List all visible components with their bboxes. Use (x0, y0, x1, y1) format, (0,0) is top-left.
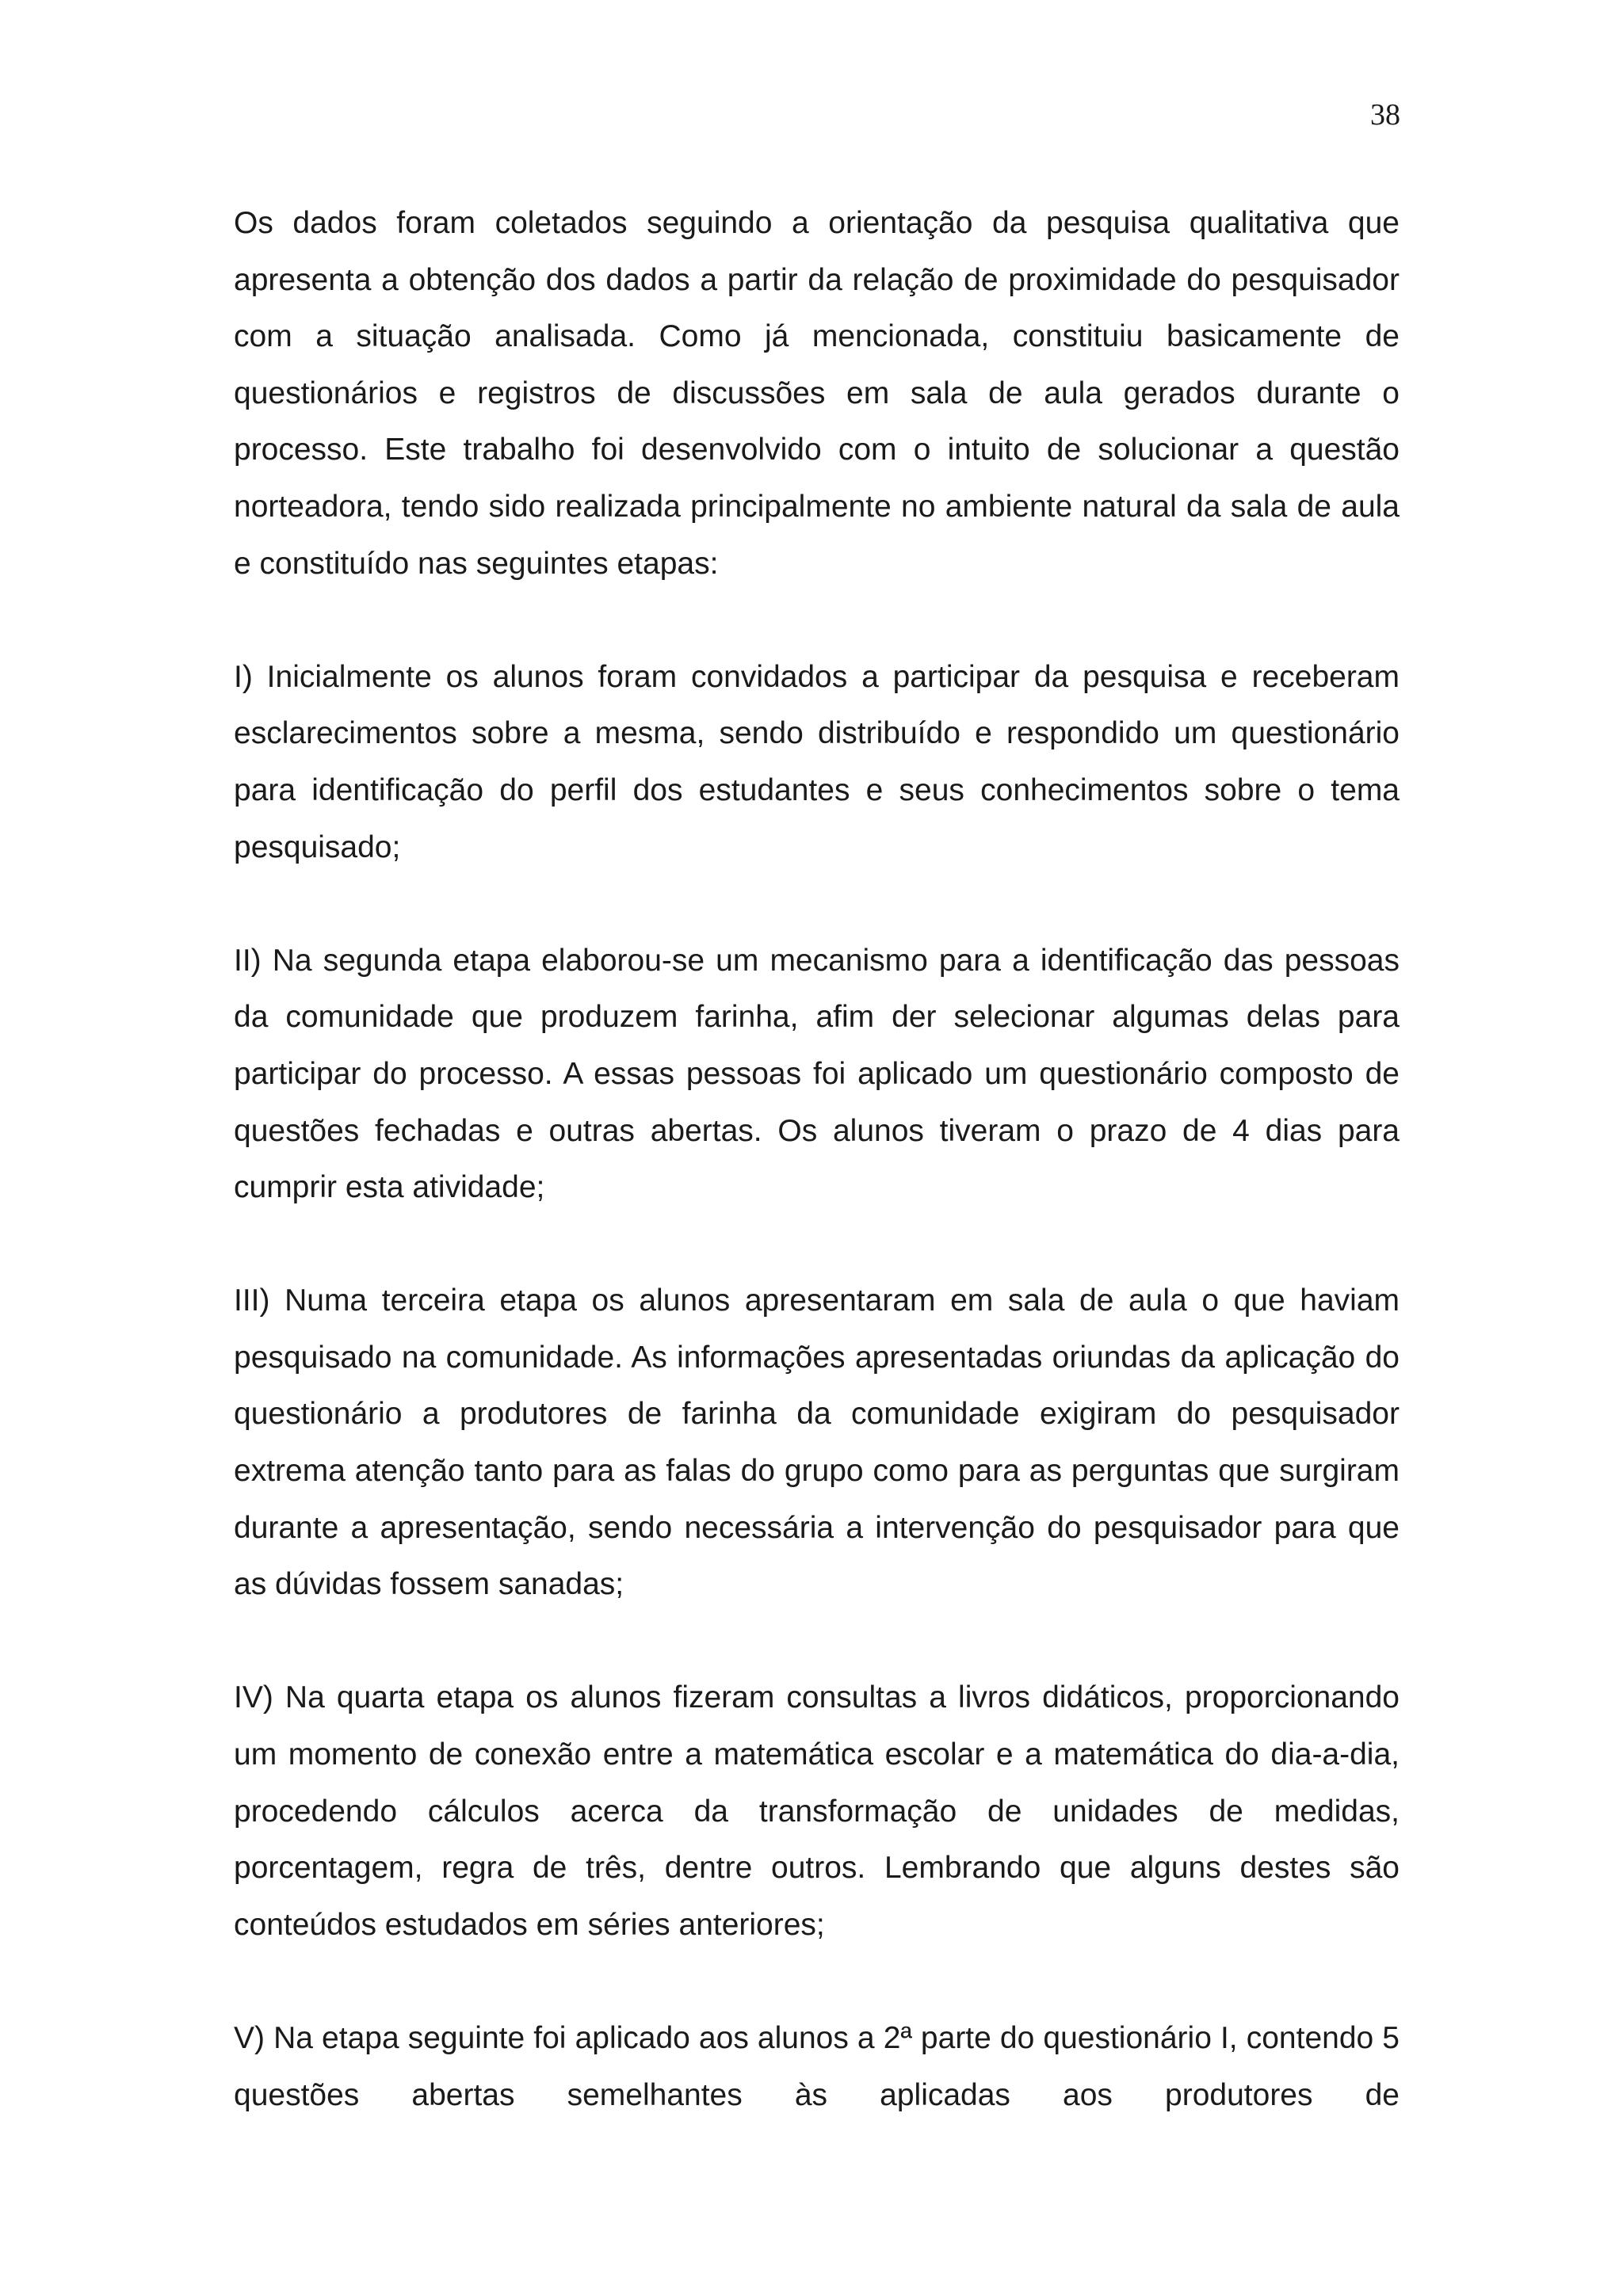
document-body (234, 195, 1400, 2123)
paragraph-step-2: II) Na segunda etapa elaborou-se um mecanismo para a identificação das pessoas da comunidade que produzem farinha, afim der selecionar algumas delas para participar do processo. A essas pessoas foi aplicado um questionário composto de questões fechadas e outras abertas. Os alunos tiveram o prazo de 4 dias para cumprir esta atividade; (234, 943, 1400, 1205)
paragraph-step-3: III) Numa terceira etapa os alunos apresentaram em sala de aula o que haviam pesquisado na comunidade. As informações apresentadas oriundas da aplicação do questionário a produtores de farinha da comunidade exigiram do pesquisador extrema atenção tanto para as falas do grupo como para as perguntas que surgiram durante a apresentação, sendo necessária a intervenção do pesquisador para que as dúvidas fossem sanadas; (234, 1283, 1400, 1602)
paragraph-intro: Os dados foram coletados seguindo a orientação da pesquisa qualitativa que apresenta a obtenção dos dados a partir da relação de proximidade do pesquisador com a situação analisada. Como já mencionada, constituiu basicamente de questionários e registros de discussões em sala de aula gerados durante o processo. Este trabalho foi desenvolvido com o intuito de solucionar a questão norteadora, tendo sido realizada principalmente no ambiente natural da sala de aula e constituído nas seguintes etapas: (234, 206, 1400, 581)
page-number: 38 (1370, 98, 1400, 132)
paragraph-step-5: V) Na etapa seguinte foi aplicado aos alunos a 2ª parte do questionário I, contendo 5 questões abertas semelhantes às aplicadas aos produtores de (234, 2021, 1400, 2112)
paragraph-step-1: I) Inicialmente os alunos foram convidados a participar da pesquisa e receberam esclarecimentos sobre a mesma, sendo distribuído e respondido um questionário para identificação do perfil dos estudantes e seus conhecimentos sobre o tema pesquisado; (234, 659, 1400, 864)
paragraph-step-4: IV) Na quarta etapa os alunos fizeram consultas a livros didáticos, proporcionando um momento de conexão entre a matemática escolar e a matemática do dia-a-dia, procedendo cálculos acerca da transformação de unidades de medidas, porcentagem, regra de três, dentre outros. Lembrando que alguns destes são conteúdos estudados em séries anteriores; (234, 1680, 1400, 1942)
